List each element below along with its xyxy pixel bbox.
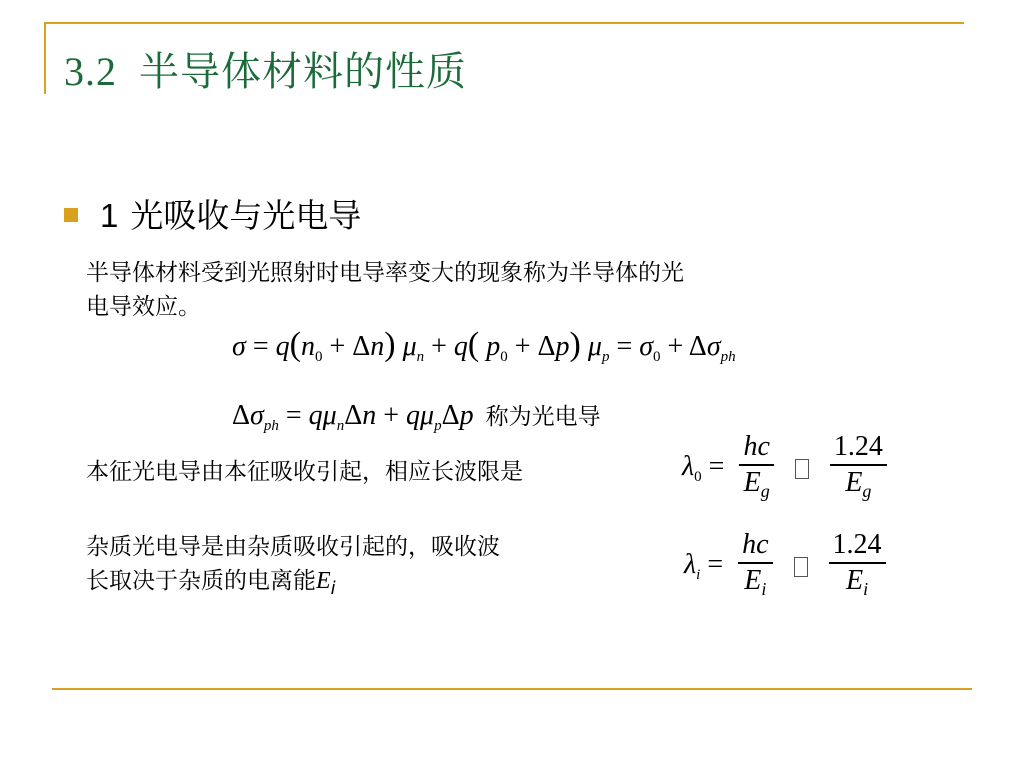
equation-photoconductance: $\Delta\sigma_{ph} = q\mu_n\Delta n + q\mu_p\Delta p$ 称为光电导 xyxy=(232,400,601,434)
paragraph-line-2: 电导效应。 xyxy=(86,294,201,320)
equation-conductivity: $\sigma = q(n_0 + \Delta n) \mu_n + q$( $p_0 + \Delta p$) $\mu_p = \sigma_0 + \Delta\sigma_{ph}$ xyxy=(232,326,736,365)
section-number: 1 xyxy=(100,197,119,234)
slide-title xyxy=(64,40,467,97)
title-number: 3.2 xyxy=(64,49,117,94)
paragraph-impurity xyxy=(86,530,500,606)
title-text: 半导体材料的性质 xyxy=(139,49,467,95)
section-heading xyxy=(100,190,361,237)
fraction-124-eg: $\frac{1.24}{E_g}$ xyxy=(830,430,887,508)
fraction-124-ei: $\frac{1.24}{E_i}$ xyxy=(829,528,886,606)
approx-symbol-icon xyxy=(794,557,808,577)
left-rule xyxy=(44,22,46,94)
fraction-hc-ei: $\frac{hc}{E_i}$ xyxy=(738,528,772,606)
bottom-rule xyxy=(52,688,972,690)
ionization-energy-symbol: E xyxy=(316,568,331,594)
bullet-square-icon xyxy=(64,208,78,222)
fraction-hc-eg: $\frac{hc}{E_g}$ xyxy=(739,430,773,508)
top-rule xyxy=(46,22,964,24)
paragraph-line-1: 杂质光电导是由杂质吸收引起的，吸收波 xyxy=(86,534,500,560)
equation-lambdai: $\lambda_i$ = $\frac{hc}{E_i}$ $\frac{1.24}{E_i}$ xyxy=(684,528,894,606)
equation-suffix-label: 称为光电导 xyxy=(485,404,601,430)
section-title: 光吸收与光电导 xyxy=(130,196,362,235)
equation-lambda0: $\lambda_0$ = $\frac{hc}{E_g}$ $\frac{1.24}{E_g}$ xyxy=(682,430,895,508)
paragraph-line-1: 半导体材料受到光照射时电导率变大的现象称为半导体的光 xyxy=(86,260,684,286)
paragraph-photoconductivity xyxy=(86,256,684,324)
approx-symbol-icon xyxy=(795,459,809,479)
paragraph-line-2: 长取决于杂质的电离能$E_i$ xyxy=(86,568,336,599)
paragraph-intrinsic: 本征光电导由本征吸收引起，相应长波限是 xyxy=(86,459,523,485)
